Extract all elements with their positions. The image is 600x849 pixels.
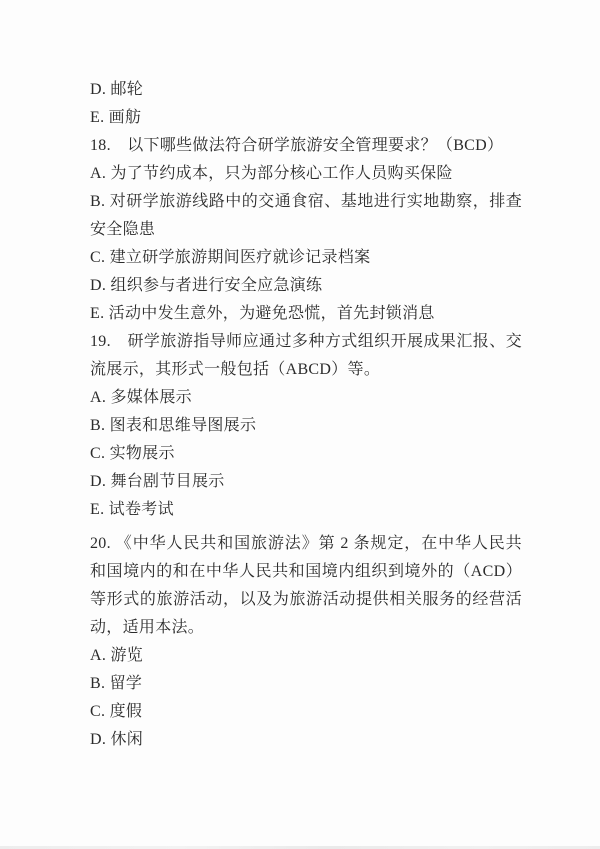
doc-line-option: B. 图表和思维导图展示 — [90, 417, 257, 434]
doc-line-option: D. 休闲 — [90, 731, 144, 748]
doc-line-option: C. 建立研学旅游期间医疗就诊记录档案 — [90, 249, 371, 266]
doc-line-option-continuation: 安全隐患 — [90, 221, 156, 238]
doc-line-option: D. 组织参与者进行安全应急演练 — [90, 277, 323, 294]
doc-line-option: D. 邮轮 — [90, 81, 144, 98]
doc-line-question-continuation: 和国境内的和在中华人民共和国境内组织到境外的（ACD） — [90, 563, 522, 580]
doc-line-option: E. 画舫 — [90, 109, 142, 126]
doc-line-question-continuation: 流展示，其形式一般包括（ABCD）等。 — [90, 361, 381, 378]
doc-line-option: A. 多媒体展示 — [90, 389, 192, 406]
doc-line-option: A. 为了节约成本，只为部分核心工作人员购买保险 — [90, 165, 453, 182]
doc-line-option: E. 试卷考试 — [90, 501, 174, 518]
doc-line-question-continuation: 动，适用本法。 — [90, 619, 205, 636]
doc-line-option: E. 活动中发生意外，为避免恐慌，首先封锁消息 — [90, 305, 435, 322]
doc-line-question-19: 19. 研学旅游指导师应通过多种方式组织开展成果汇报、交 — [90, 333, 522, 350]
document-text-block — [90, 76, 522, 754]
doc-line-option: C. 实物展示 — [90, 445, 175, 462]
doc-line-option: D. 舞台剧节目展示 — [90, 473, 225, 490]
doc-line-option: A. 游览 — [90, 647, 144, 664]
doc-line-option: B. 对研学旅游线路中的交通食宿、基地进行实地勘察，排查 — [90, 193, 522, 210]
doc-line-question-18: 18. 以下哪些做法符合研学旅游安全管理要求？（BCD） — [90, 137, 504, 154]
doc-line-option: C. 度假 — [90, 703, 143, 720]
doc-line-question-20: 20. 《中华人民共和国旅游法》第 2 条规定，在中华人民共 — [90, 535, 522, 552]
doc-line-option: B. 留学 — [90, 675, 143, 692]
doc-line-question-continuation: 等形式的旅游活动，以及为旅游活动提供相关服务的经营活 — [90, 591, 522, 608]
